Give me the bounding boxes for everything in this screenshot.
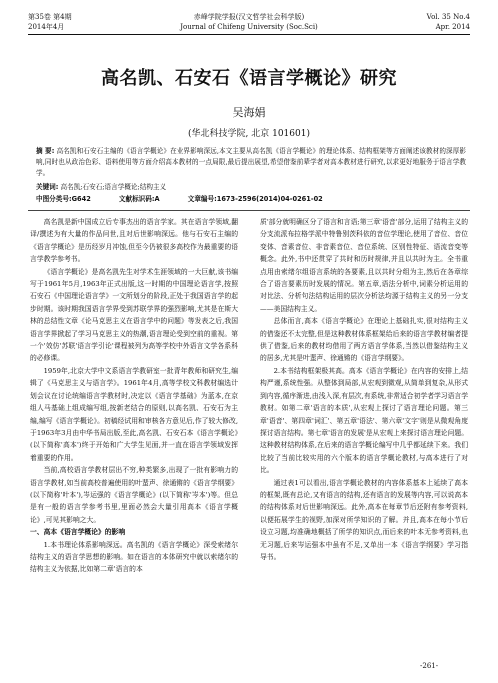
clc-number: 中图分类号:G642 xyxy=(36,195,91,203)
paragraph: 总体而言,高本《语言学概论》在理论上基础扎实,很对结构主义的借鉴还不太完整,但是这种教材体系框架给后来的语言学教材编者提供了借鉴,后来的教材均借用了两方语言学体系,当然以借鉴结构主义的居多,尤其是叶蜚声、徐通锵的《语言学纲要》。 xyxy=(260,317,468,363)
abstract xyxy=(36,146,466,179)
header-right xyxy=(427,12,470,32)
page-number: -261- xyxy=(420,662,439,670)
paragraph: 1959年,北京大学中文系语言学教研室一批青年教师和研究生,编辑了《马克思主义与语言学》。1961年4月,高等学校文科教材编选计划会议在讨论统编语言学教材时,决定以《语言学基础》为蓝本,在京组人马基础上组成编写组,按新老结合的原则,以高名凯、石安石为主编,编写《语言学概论》。初稿经试用和审核各方意见后,作了较大修改,于1963年3月由中华书局出版,至此,高名凯、石安石本《语言学概论》(以下简称'高本')终于开始和广大学生见面,并一直在语言学领域发挥着重要的作用。 xyxy=(30,366,238,462)
article-number: 文章编号:1673-2596(2014)04-0261-02 xyxy=(187,195,323,203)
paragraph: 2.本书结构框架极其高。高本《语言学概论》在内容的安排上,结构严谨,系统性强。从整体到局部,从宏观到微观,从简单到复杂,从形式到内容,循序渐进,由浅入深,有层次,有系统,非常适合初学者学习语言学教材。如第二章'语言的本质',从宏观上探讨了语言理论问题。第三章'语音'、第四章'词汇'、第五章'语法'、第六章'文字'则是从微观角度探讨语言结构。第七章'语言的发展'是从宏观上来探讨语言理论问题。这种教材结构体系,在后来的语言学概论编写中几乎都延续下来。我们比较了当前比较实用的六个版本的语言学概论教材,与高本进行了对比。 xyxy=(260,366,468,475)
article-title: 高名凯、石安石《语言学概论》研究 xyxy=(101,68,397,89)
paragraph: 1.本书理论体系影响深远。高名凯的《语言学概论》深受索绪尔结构主义的语言学思想的影响。如在语言的本体研究中就以索绪尔的结构主义为依据,比如第二章'语言的本 xyxy=(30,540,238,574)
author-affiliation: (华北科技学院, 北京 101601) xyxy=(188,129,310,139)
keywords-label: 关键词: xyxy=(36,183,59,191)
abstract-label: 摘 要: xyxy=(36,147,55,155)
keywords-text: 高名凯;石安石;语言学概论;结构主义 xyxy=(60,183,167,191)
publication-date-en: Apr. 2014 xyxy=(435,23,470,31)
author-name: 吴海娟 xyxy=(232,106,266,119)
section-divider xyxy=(28,210,470,211)
paragraph: 质'部分就明确区分了语言和言语;第三章'语音'部分,运用了结构主义的分支流派布拉格学派中特鲁别茨科依的音位学理论,使用了音位、音位变体、音素音位、非音素音位、音位系统、区别性特征、语流音变等概念。此外,书中还贯穿了共时和历时规律,并且以共时为主。全书重点用由索绪尔组语言系统的各要素,且以共时分组为主,然后在各章综合了语言要素历时发展的情况。第五章,语法分析中,词素分析运用的对比法、分析句法结构运用的层次分析法均源于结构主义的另一分支——美国结构主义。 xyxy=(260,218,468,313)
document-code: 文献标识码:A xyxy=(118,195,160,203)
paragraph: 通过表1可以看出,语言学概论教材的内容体系基本上延续了高本的框架,既有总论,又有语言的结构,还有语言的发展等内容,可以说高本的结构体系对后世影响深远。此外,高本在每章节后还附有参考资料,以便拓展学生的视野,加深对所学知识的了解。并且,高本在每小节后设立习题,均准确地概括了所学的知识点,而后来的叶本无参考资料,也无习题,后来岑运强本中虽有不足,又单出一本《语言学纲要》学习指导书。 xyxy=(260,478,468,561)
journal-name-cn: 赤峰学院学报(汉文哲学社会科学版) xyxy=(193,13,305,21)
paragraph: 当前,高校语言学教材层出不穷,种类繁多,出现了一批有影响力的语言学教材,如当前高校普遍使用的叶蜚声、徐通锵的《语言学纲要》(以下简称'叶本'),岑运强的《语言学概论》(以下简称'岑本')等。但总是有一般的语言学参考书里,里面必然会大量引用高本《语言学概论》,可见其影响之大。 xyxy=(30,466,238,524)
journal-name-en: Journal of Chifeng University (Soc.Sci) xyxy=(180,23,318,31)
header-center xyxy=(28,12,470,32)
body-column-left xyxy=(30,216,238,576)
abstract-text: 高名凯和石安石主编的《语言学概论》在业界影响深远,本文主要从高名凯《语言学概论》的理论体系、结构框架等方面阐述该教材的深厚影响,同时也从政治色彩、语料使用等方面介绍高本教材的一点局限,最后提出展望,希望借鉴前辈学者对高本教材进行研究,以求更好地服务于语言学教学。 xyxy=(36,147,466,177)
volume-issue-en: Vol. 35 No.4 xyxy=(426,13,470,21)
running-header xyxy=(28,10,470,35)
publication-date-cn: 2014年4月 xyxy=(28,23,65,31)
paragraph: 《语言学概论》是高名凯先生对学术生涯领域的一大巨献,该书编写于1961年5月,1963年正式出版,这一时期的中国理论语言学,按照石安石《中国理论语言学》一文所划分的阶段,正处于我国语言学的起步时期。该时期我国语言学界受到苏联学界的强烈影响,尤其是在斯大林的总结性文章《论马克思主义在语言学中的问题》等发表之后,我国语言学界掀起了学习马克思主义的热潮,语言理论受到空前的重视。第一个'效仿'苏联'语言学引论'课程被列为高等学校中外语言文学各系科的必修课。 xyxy=(30,267,238,363)
body-column-right xyxy=(260,216,468,563)
section-heading: 一、高本《语言学概论》的影响 xyxy=(30,528,126,537)
classification-line xyxy=(36,194,466,205)
paragraph: 高名凯是新中国成立后专事杰出的语言学家。其在语言学领域,翻译/撰述为有大量的作品问世,且对后世影响深远。他与石安石主编的《语言学概论》是历经岁月冲蚀,但至今仍被很多高校作为最重要的语言学教学参考书。 xyxy=(30,218,238,264)
volume-issue: 第35卷 第4期 xyxy=(28,13,72,21)
keywords xyxy=(36,182,466,193)
